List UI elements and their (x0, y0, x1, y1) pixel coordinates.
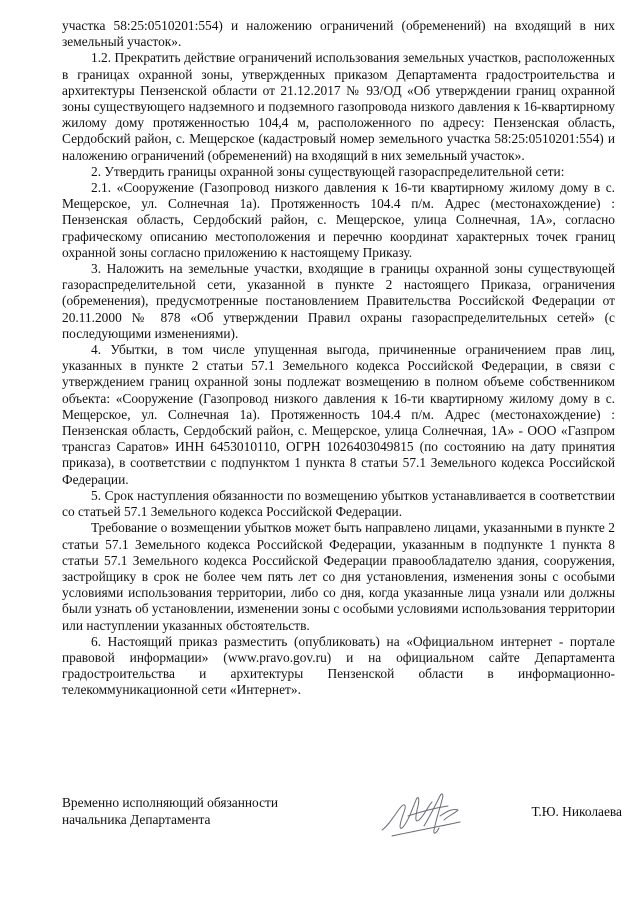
signatory-position (62, 794, 362, 828)
signatory-name: Т.Ю. Николаева (531, 804, 622, 819)
paragraph: 2. Утвердить границы охранной зоны существующей газораспределительной сети: (91, 163, 565, 179)
paragraph: 1.2. Прекратить действие ограничений использования земельных участков, расположенных в границах охранной зоны, утвержденных приказом Департамента градостроительства и архитектуры Пензенской области от 21.12.2017 № 93/ОД «Об утверждении границ охранной зоны существующего надземного и подземного газопровода низкого давления к 16-квартирному жилому дому протяженностью 104,4 м, расположенного по адресу: Пензенская область, Сердобский район, с. Мещерское (кадастровый номер земельного участка 58:25:0510201:554) и наложению ограничений (обременений) на входящий в них земельный участок». (62, 50, 615, 163)
paragraph: участка 58:25:0510201:554) и наложению ограничений (обременений) на входящий в них земельный участок». (62, 18, 615, 50)
paragraph: 3. Наложить на земельные участки, входящие в границы охранной зоны существующей газораспределительной сети, указанной в пункте 2 настоящего Приказа, ограничения (обременения), предусмотренные постановлением Правительства Российской Федерации от 20.11.2000 № 878 «Об утверждении Правил охраны газораспределительных сетей» (с последующими изменениями). (62, 261, 615, 341)
paragraph: 6. Настоящий приказ разместить (опубликовать) на «Официальном интернет - портале правовой информации» (www.pravo.gov.ru) и на официальном сайте Департамента градостроительства и архитектуры Пензенской области в информационно-телекоммуникационной сети «Интернет». (62, 633, 615, 698)
paragraph: 5. Срок наступления обязанности по возмещению убытков устанавливается в соответствии со статьей 57.1 Земельного кодекса Российской Федерации. (62, 487, 615, 520)
signatory-position-line-2: начальника Департамента (62, 812, 211, 827)
signatory-position-line-1: Временно исполняющий обязанности (62, 795, 279, 810)
paragraph: 4. Убытки, в том числе упущенная выгода, причиненные ограничением прав лиц, указанных в пункте 2 статьи 57.1 Земельного кодекса Российской Федерации, в связи с утверждением границ охранной зоны подлежат возмещению в полном объеме собственником объекта: «Сооружение (Газопровод низкого давления к 16-ти квартирному жилому дому в с. Мещерское, ул. Солнечная 1а). Протяженность 104.4 п/м. Адрес (местонахождение) : Пензенская область, Сердобский район, с. Мещерское, улица Солнечная, 1А» - ООО «Газпром трансгаз Саратов» ИНН 6453010110, ОГРН 1026403049815 (по состоянию на дату принятия приказа), в соответствии с подпунктом 1 пункта 8 статьи 57.1 Земельного кодекса Российской Федерации. (62, 342, 615, 487)
handwritten-signature (374, 786, 484, 844)
paragraph: Требование о возмещении убытков может быть направлено лицами, указанными в пункте 2 статьи 57.1 Земельного кодекса Российской Федерации, указанным в подпункте 1 пункта 8 статьи 57.1 Земельного кодекса Российской Федерации правообладателю здания, сооружения, застройщику в срок не более чем пять лет со дня установления, изменения зоны с особыми условиями использования территории, либо со дня, когда указанные лица узнали или должны были узнать об установлении, изменении зоны с особыми условиями использования территории или наступлении указанных обстоятельств. (62, 520, 615, 633)
document-body (62, 18, 615, 699)
paragraph: 2.1. «Сооружение (Газопровод низкого давления к 16-ти квартирному жилому дому в с. Мещерское, ул. Солнечная 1а). Протяженность 104.4 п/м. Адрес (местонахождение) : Пензенская область, Сердобский район, с. Мещерское, улица Солнечная, 1А», согласно графическому описанию местоположения и перечню координат характерных точек границ охранной зоны согласно приложению к настоящему Приказу. (62, 180, 615, 260)
signature-block (62, 794, 622, 854)
